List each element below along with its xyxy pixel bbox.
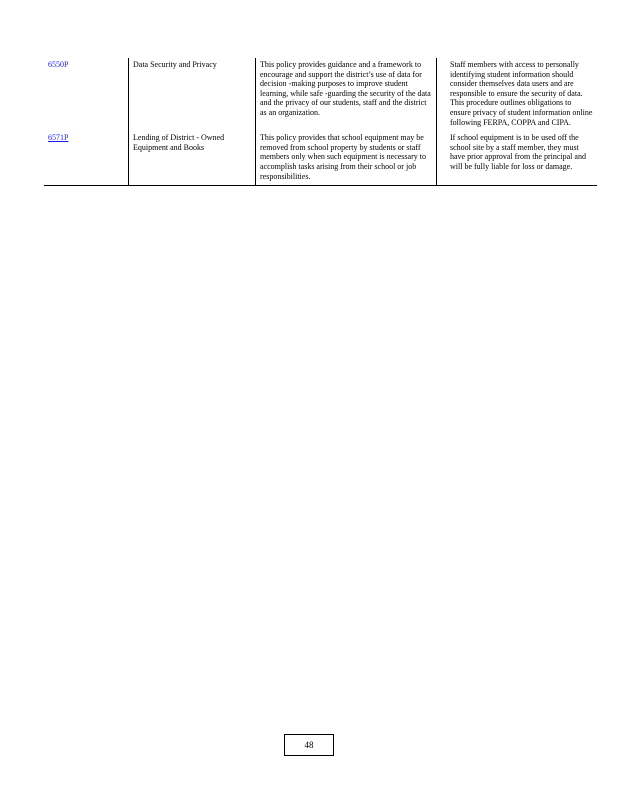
policy-summary-cell [437,58,598,131]
page-number: 48 [304,740,314,750]
policy-summary: If school equipment is to be used off the school site by a staff member, they must have prior approval from the principal and will be fully liable for loss or damage. [450,133,586,171]
bullet-icon [441,60,450,127]
table-row [44,58,597,131]
bullet-icon [441,133,450,171]
policy-code-cell [44,131,129,185]
policy-title: Data Security and Privacy [129,58,256,131]
policy-description: This policy provides guidance and a framework to encourage and support the district’s use of data for decision -making purposes to improve student learning, while safe -guarding the security of the data and the privacy of our students, staff and the district as an organization. [256,58,437,131]
policy-title: Lending of District - Owned Equipment and Books [129,131,256,185]
table-row [44,131,597,185]
page-number-box [284,734,334,756]
policy-summary: Staff members with access to personally identifying student information should consider themselves data users and are responsible to ensure the security of data. This procedure outlines obligations to ensure privacy of student information online following FERPA, COPPA and CIPA. [450,60,593,127]
policy-summary-cell [437,131,598,185]
policy-description: This policy provides that school equipment may be removed from school property by students or staff members only when such equipment is necessary to accomplish tasks arising from their school or job responsibilities. [256,131,437,185]
policy-table [44,58,597,186]
policy-link-6571p[interactable]: 6571P [48,133,69,143]
policy-link-6550p[interactable]: 6550P [48,60,69,69]
policy-code-cell [44,58,129,131]
